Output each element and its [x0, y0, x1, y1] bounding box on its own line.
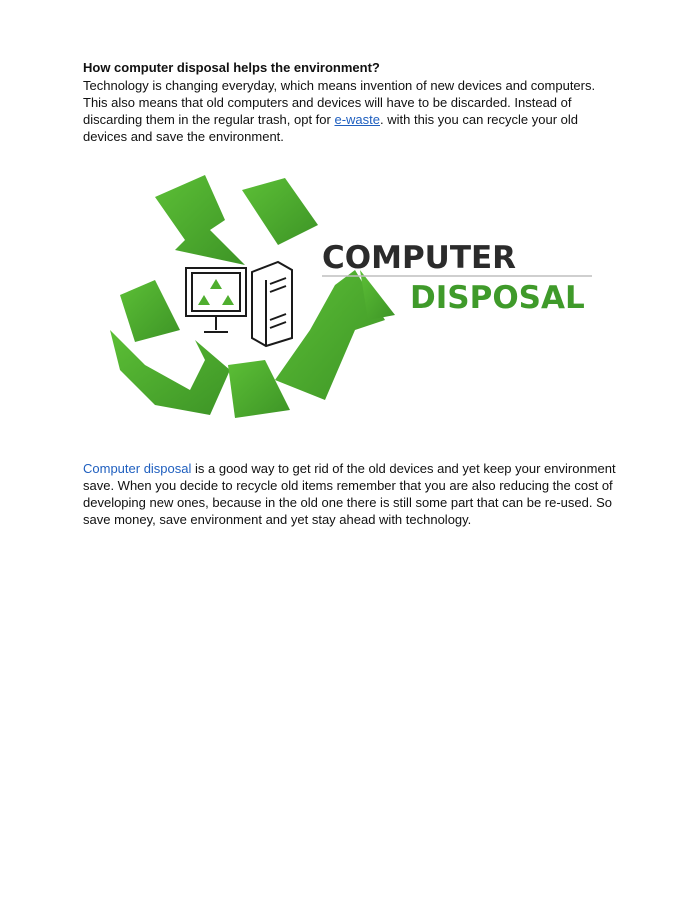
document-heading: How computer disposal helps the environment?	[83, 60, 380, 75]
computer-disposal-image	[100, 160, 610, 445]
intro-paragraph	[83, 77, 623, 145]
image-title-line1: COMPUTER	[322, 240, 517, 276]
intro-text-before-link: Technology is changing everyday, which means invention of new devices and computers. This also means that old computers and devices will have to be discarded. Instead of discarding them in the regular trash, opt for	[83, 78, 596, 127]
image-title-line2: DISPOSAL	[410, 280, 585, 316]
computer-monitor-icon	[186, 268, 246, 332]
computer-disposal-link[interactable]: Computer disposal	[83, 461, 192, 476]
conclusion-text: is a good way to get rid of the old devices and yet keep your environment save. When you decide to recycle old items remember that you are also reducing the cost of developing new ones, because in the old one there is still some part that can be re-used. So save money, save environment and yet stay ahead with technology.	[83, 461, 616, 527]
e-waste-link[interactable]: e-waste	[334, 112, 380, 127]
computer-tower-icon	[252, 262, 292, 346]
conclusion-paragraph	[83, 460, 623, 528]
intro-text-after-link: . with this you can recycle your old devices and save the environment.	[83, 112, 578, 144]
